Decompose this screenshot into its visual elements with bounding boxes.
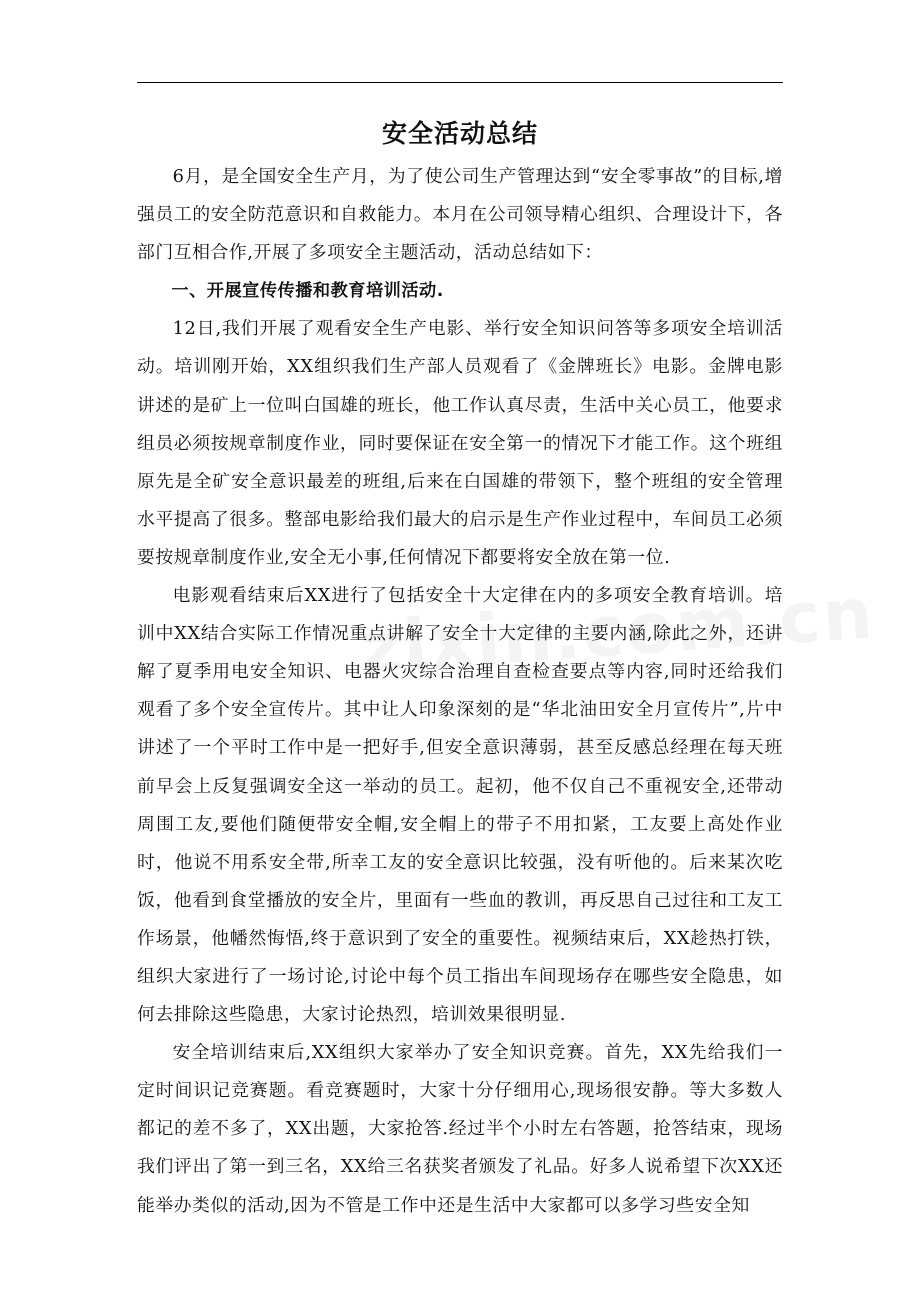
section-heading: 一、开展宣传传播和教育培训活动. <box>171 281 444 302</box>
document-body <box>137 158 783 1225</box>
body-paragraph-1: 12日,我们开展了观看安全生产电影、举行安全知识问答等多项安全培训活动。培训刚开始，XX组织我们生产部人员观看了《金牌班长》电影。金牌电影讲述的是矿上一位叫白国雄的班长，他工作认真尽责，生活中关心员工，他要求组员必须按规章制度作业，同时要保证在安全第一的情况下才能工作。这个班组原先是全矿安全意识最差的班组,后来在白国雄的带领下，整个班组的安全管理水平提高了很多。整部电影给我们最大的启示是生产作业过程中，车间员工必须要按规章制度作业,安全无小事,任何情况下都要将安全放在第一位. <box>137 318 783 568</box>
body-paragraph-2: 电影观看结束后XX进行了包括安全十大定律在内的多项安全教育培训。培训中XX结合实际工作情况重点讲解了安全十大定律的主要内涵,除此之外，还讲解了夏季用电安全知识、电器火灾综合治理自查检查要点等内容,同时还给我们观看了多个安全宣传片。其中让人印象深刻的是“华北油田安全月宣传片”,片中讲述了一个平时工作中是一把好手,但安全意识薄弱，甚至反感总经理在每天班前早会上反复强调安全这一举动的员工。起初，他不仅自己不重视安全,还带动周围工友,要他们随便带安全帽,安全帽上的带子不用扣紧，工友要上高处作业时，他说不用系安全带,所幸工友的安全意识比较强，没有听他的。后来某次吃饭，他看到食堂播放的安全片，里面有一些血的教训，再反思自己过往和工友工作场景，他幡然悔悟,终于意识到了安全的重要性。视频结束后，XX趁热打铁，组织大家进行了一场讨论,讨论中每个员工指出车间现场存在哪些安全隐患，如何去排除这些隐患，大家讨论热烈，培训效果很明显. <box>137 585 783 1026</box>
document-title: 安全活动总结 <box>381 119 538 148</box>
intro-paragraph: 6月，是全国安全生产月，为了使公司生产管理达到“安全零事故”的目标,增强员工的安全防范意识和自救能力。本月在公司领导精心组织、合理设计下，各部门互相合作,开展了多项安全主题活动，活动总结如下： <box>137 166 783 264</box>
header-rule <box>137 82 783 83</box>
body-paragraph-3: 安全培训结束后,XX组织大家举办了安全知识竞赛。首先，XX先给我们一定时间识记竞赛题。看竞赛题时，大家十分仔细用心,现场很安静。等大多数人都记的差不多了，XX出题，大家抢答.经过半个小时左右答题，抢答结束，现场我们评出了第一到三名，XX给三名获奖者颁发了礼品。好多人说希望下次XX还能举办类似的活动,因为不管是工作中还是生活中大家都可以多学习些安全知 <box>137 1042 783 1216</box>
